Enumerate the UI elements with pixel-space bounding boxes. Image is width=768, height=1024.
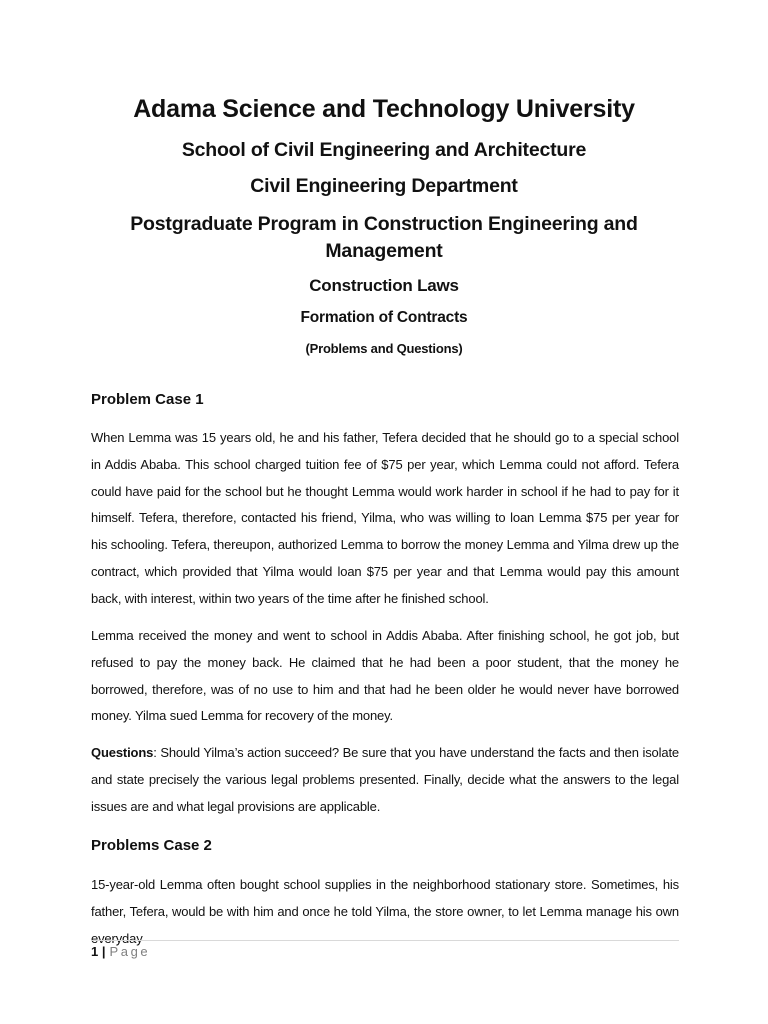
- footer-divider: [91, 940, 679, 941]
- page-label: Page: [109, 944, 151, 959]
- university-title: Adama Science and Technology University: [133, 95, 635, 123]
- questions-text: : Should Yilma’s action succeed? Be sure that you have understand the facts and then isolate and state precisely the various legal problems presented. Finally, decide what the answers to the legal issues are and what legal provisions are applicable.: [91, 745, 679, 814]
- department-title: Civil Engineering Department: [250, 175, 518, 197]
- case1-questions: [91, 740, 679, 820]
- questions-label: Questions: [91, 745, 154, 760]
- course-title: Construction Laws: [309, 276, 459, 295]
- document-subtitle: (Problems and Questions): [305, 341, 463, 356]
- program-title: Postgraduate Program in Construction Engineering and Management: [130, 213, 638, 262]
- case1-paragraph-2: Lemma received the money and went to school in Addis Ababa. After finishing school, he got job, but refused to pay the money back. He claimed that he had been a poor student, that the money he borrowed, therefore, was of no use to him and that had he been older he would never have borrowed money. Yilma sued Lemma for recovery of the money.: [91, 628, 679, 724]
- case2-title: Problems Case 2: [91, 837, 212, 854]
- case1-paragraph-1: When Lemma was 15 years old, he and his father, Tefera decided that he should go to a special school in Addis Ababa. This school charged tuition fee of $75 per year, which Lemma could not afford. Tefera could have paid for the school but he thought Lemma would work harder in school if he had to pay for it himself. Tefera, therefore, contacted his friend, Yilma, who was willing to loan Lemma $75 per year for his schooling. Tefera, thereupon, authorized Lemma to borrow the money Lemma and Yilma drew up the contract, which provided that Yilma would loan $75 per year and that Lemma would pay this amount back, with interest, within two years of the time after he finished school.: [91, 430, 679, 606]
- topic-title: Formation of Contracts: [300, 309, 468, 326]
- school-title: School of Civil Engineering and Architecture: [181, 139, 587, 161]
- page-number: 1 |: [91, 944, 106, 959]
- page-footer: [91, 944, 150, 959]
- case2-paragraph-1: 15-year-old Lemma often bought school supplies in the neighborhood stationary store. Sometimes, his father, Tefera, would be with him and once he told Yilma, the store owner, to let Lemma manage his own everyday: [91, 877, 679, 946]
- case1-title: Problem Case 1: [91, 391, 204, 408]
